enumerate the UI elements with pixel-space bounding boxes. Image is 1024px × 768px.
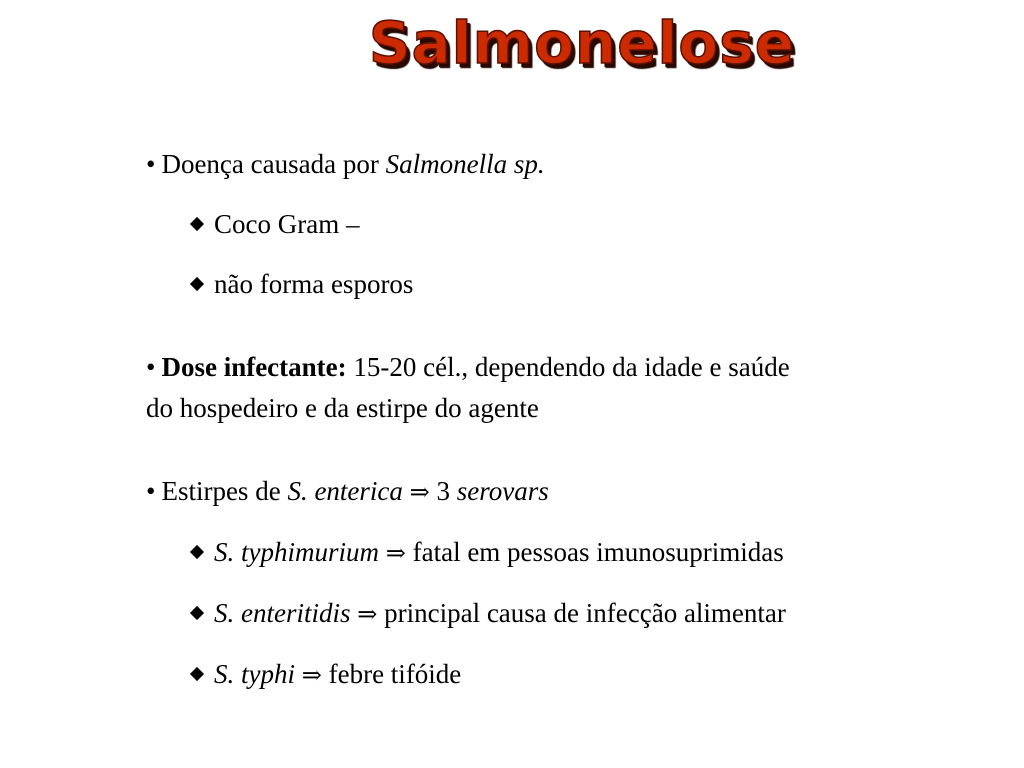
- implies-arrow-icon: ⇒: [301, 661, 322, 689]
- bullet-item-dose-continuation: [146, 392, 539, 424]
- sub-item-spores: [192, 268, 413, 300]
- bullet-item-disease: [146, 148, 545, 180]
- bullet-text: 15-20 cél., dependendo da idade e saúde: [346, 352, 790, 382]
- sub-item-enteritidis: [192, 597, 786, 629]
- bullet-icon: •: [146, 149, 156, 179]
- bullet-icon: •: [146, 352, 156, 382]
- species-description: principal causa de infecção alimentar: [377, 598, 786, 628]
- slide-title: Salmonelose: [368, 9, 796, 77]
- diamond-bullet-icon: [190, 217, 204, 231]
- bullet-text: Estirpes de: [161, 476, 288, 506]
- implies-arrow-icon: ⇒: [409, 478, 430, 506]
- diamond-bullet-icon: [190, 667, 204, 681]
- diamond-bullet-icon: [190, 277, 204, 291]
- bullet-text: Doença causada por: [161, 149, 386, 179]
- sub-item-text: não forma esporos: [214, 269, 414, 299]
- bullet-italic: S. enterica: [287, 476, 403, 506]
- species-name: S. typhi: [214, 659, 295, 689]
- bullet-italic: serovars: [456, 476, 549, 506]
- sub-item-gram: [192, 208, 359, 240]
- sub-item-typhi: [192, 658, 461, 690]
- species-description: febre tifóide: [321, 659, 462, 689]
- species-name: S. enteritidis: [214, 598, 351, 628]
- implies-arrow-icon: ⇒: [385, 539, 406, 567]
- bullet-italic: Salmonella sp.: [385, 149, 545, 179]
- bullet-icon: •: [146, 476, 156, 506]
- bullet-number: 3: [429, 476, 457, 506]
- bullet-text: do hospedeiro e da estirpe do agente: [146, 393, 539, 423]
- species-name: S. typhimurium: [214, 537, 379, 567]
- diamond-bullet-icon: [190, 545, 204, 559]
- bullet-bold: Dose infectante:: [161, 352, 347, 382]
- bullet-item-strains: [146, 475, 549, 507]
- species-description: fatal em pessoas imunosuprimidas: [405, 537, 784, 567]
- implies-arrow-icon: ⇒: [357, 600, 378, 628]
- sub-item-text: Coco Gram –: [214, 209, 360, 239]
- diamond-bullet-icon: [190, 606, 204, 620]
- bullet-item-dose: [146, 351, 790, 383]
- sub-item-typhimurium: [192, 536, 784, 568]
